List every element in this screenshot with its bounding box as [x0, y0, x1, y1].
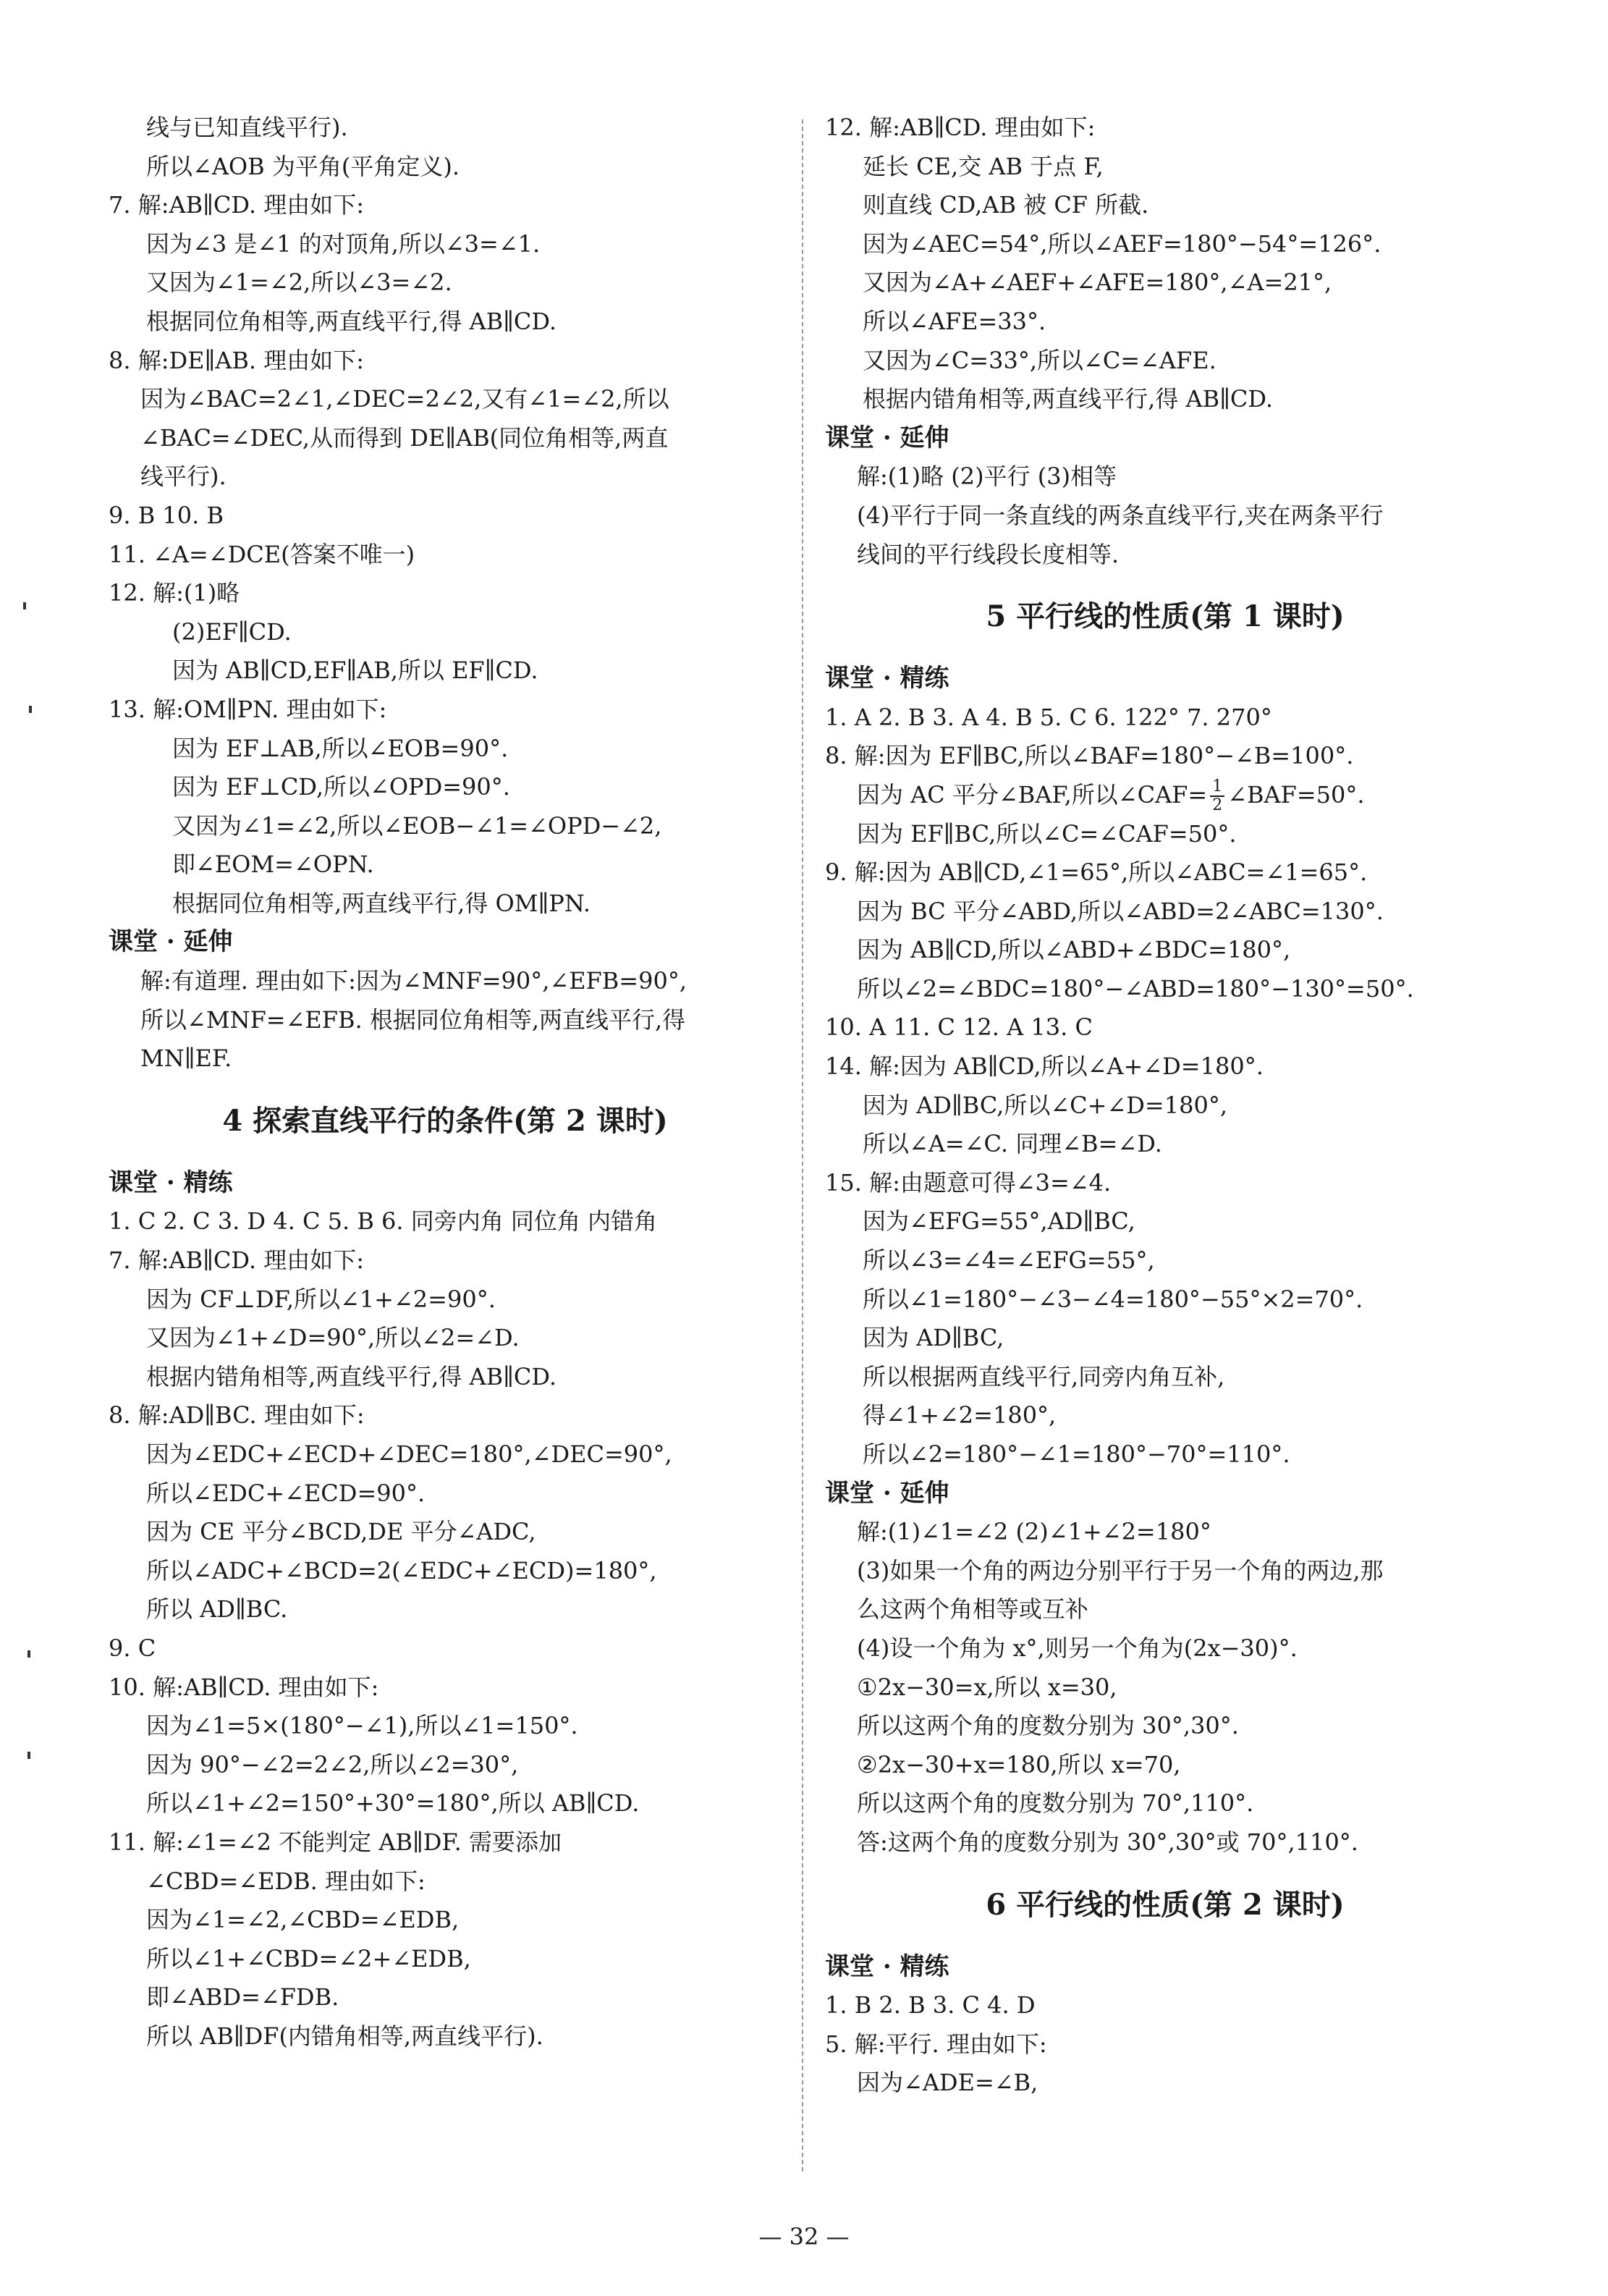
answer-line: 9. B 10. B	[109, 501, 224, 529]
answer-line: ∠CBD=∠EDB. 理由如下:	[146, 1867, 426, 1895]
frac-line-before: 因为 AC 平分∠BAF,所以∠CAF=	[857, 780, 1208, 809]
answer-line: 因为 AD∥BC,所以∠C+∠D=180°,	[863, 1091, 1227, 1119]
section-title: 4 探索直线平行的条件(第 2 课时)	[222, 1103, 668, 1138]
answer-line: 根据同位角相等,两直线平行,得 OM∥PN.	[172, 889, 591, 917]
answer-line: 所以 AD∥BC.	[146, 1595, 288, 1624]
answer-line: 15. 解:由题意可得∠3=∠4.	[825, 1168, 1112, 1196]
answer-line: 7. 解:AB∥CD. 理由如下:	[109, 191, 365, 219]
answer-line: 因为∠1=∠2,∠CBD=∠EDB,	[146, 1906, 460, 1934]
answer-line: 因为∠BAC=2∠1,∠DEC=2∠2,又有∠1=∠2,所以	[140, 385, 669, 413]
answer-line: 所以根据两直线平行,同旁内角互补,	[863, 1362, 1225, 1390]
page-number: — 32 —	[758, 2223, 850, 2250]
section-title: 5 平行线的性质(第 1 课时)	[986, 599, 1345, 634]
answer-line: 1. C 2. C 3. D 4. C 5. B 6. 同旁内角 同位角 内错角	[109, 1207, 658, 1236]
answer-line: 因为∠ADE=∠B,	[857, 2069, 1038, 2097]
answer-line: 所以∠AOB 为平角(平角定义).	[146, 152, 460, 180]
answer-line: (3)如果一个角的两边分别平行于另一个角的两边,那	[857, 1556, 1384, 1584]
answer-line: 即∠ABD=∠FDB.	[146, 1983, 339, 2012]
answer-line: 解:有道理. 理由如下:因为∠MNF=90°,∠EFB=90°,	[140, 967, 687, 995]
answer-line: 所以∠EDC+∠ECD=90°.	[146, 1479, 426, 1507]
answer-line: 么这两个角相等或互补	[857, 1595, 1089, 1624]
fraction	[1210, 778, 1224, 814]
answer-line: 所以这两个角的度数分别为 30°,30°.	[857, 1712, 1239, 1740]
margin-mark	[23, 602, 26, 609]
answer-line: 11. ∠A=∠DCE(答案不唯一)	[109, 540, 415, 568]
answer-line: 所以∠1+∠CBD=∠2+∠EDB,	[146, 1944, 471, 1972]
answer-line: 因为 BC 平分∠ABD,所以∠ABD=2∠ABC=130°.	[857, 897, 1384, 925]
section-heading: 课堂 · 精练	[109, 1168, 233, 1197]
answer-line: 解:(1)略 (2)平行 (3)相等	[857, 463, 1117, 491]
answer-line: ②2x−30+x=180,所以 x=70,	[857, 1750, 1181, 1778]
answer-line: 因为 EF∥BC,所以∠C=∠CAF=50°.	[857, 819, 1237, 848]
section-heading: 课堂 · 延伸	[825, 1478, 949, 1508]
answer-line: 14. 解:因为 AB∥CD,所以∠A+∠D=180°.	[825, 1052, 1264, 1081]
answer-line: 因为 AB∥CD,所以∠ABD+∠BDC=180°,	[857, 936, 1291, 964]
answer-line: 5. 解:平行. 理由如下:	[825, 2030, 1047, 2058]
answer-line: 因为 EF⊥AB,所以∠EOB=90°.	[172, 734, 509, 762]
right-column	[825, 109, 1505, 2103]
frac-line-after: ∠BAF=50°.	[1227, 780, 1365, 809]
answer-line: 13. 解:OM∥PN. 理由如下:	[109, 695, 387, 723]
answer-line: 11. 解:∠1=∠2 不能判定 AB∥DF. 需要添加	[109, 1828, 562, 1856]
answer-line: 8. 解:AD∥BC. 理由如下:	[109, 1401, 365, 1430]
answer-line: 则直线 CD,AB 被 CF 所截.	[863, 191, 1149, 219]
answer-line: 线与已知直线平行).	[146, 114, 348, 141]
answer-line: 12. 解:AB∥CD. 理由如下:	[825, 114, 1096, 141]
answer-line: (2)EF∥CD.	[172, 617, 292, 646]
answer-line: 所以∠1+∠2=150°+30°=180°,所以 AB∥CD.	[146, 1789, 640, 1818]
answer-line: 10. A 11. C 12. A 13. C	[825, 1013, 1093, 1042]
answer-line: 得∠1+∠2=180°,	[863, 1401, 1057, 1430]
section-heading: 课堂 · 精练	[825, 664, 949, 693]
answer-line: 线平行).	[140, 463, 227, 491]
section-heading: 课堂 · 延伸	[109, 927, 233, 957]
answer-line: 8. 解:DE∥AB. 理由如下:	[109, 346, 365, 374]
answer-line: 解:(1)∠1=∠2 (2)∠1+∠2=180°	[857, 1518, 1211, 1546]
answer-line: 因为∠EFG=55°,AD∥BC,	[863, 1207, 1135, 1236]
answer-line: 因为 90°−∠2=2∠2,所以∠2=30°,	[146, 1750, 519, 1778]
answer-line: 所以∠3=∠4=∠EFG=55°,	[863, 1246, 1155, 1275]
answer-line	[825, 776, 1505, 815]
answer-line: 1. A 2. B 3. A 4. B 5. C 6. 122° 7. 270°	[825, 703, 1272, 731]
fraction-denominator: 2	[1212, 796, 1223, 815]
answer-line: 因为 CF⊥DF,所以∠1+∠2=90°.	[146, 1285, 496, 1313]
answer-line: 根据内错角相等,两直线平行,得 AB∥CD.	[863, 385, 1274, 413]
answer-line: 又因为∠A+∠AEF+∠AFE=180°,∠A=21°,	[863, 269, 1332, 297]
answer-line: 因为 AD∥BC,	[863, 1324, 1004, 1352]
answer-line: 根据内错角相等,两直线平行,得 AB∥CD.	[146, 1362, 557, 1390]
answer-line: 所以∠AFE=33°.	[863, 307, 1046, 335]
answer-line: (4)设一个角为 x°,则另一个角为(2x−30)°.	[857, 1634, 1298, 1662]
answer-line: MN∥EF.	[140, 1044, 232, 1073]
answer-line: 因为∠1=5×(180°−∠1),所以∠1=150°.	[146, 1712, 578, 1740]
section-title: 6 平行线的性质(第 2 课时)	[986, 1887, 1345, 1922]
answer-line: 又因为∠1=∠2,所以∠3=∠2.	[146, 269, 452, 297]
answer-line: 9. C	[109, 1634, 156, 1662]
answer-line: (4)平行于同一条直线的两条直线平行,夹在两条平行	[857, 501, 1384, 529]
answer-line: 所以∠MNF=∠EFB. 根据同位角相等,两直线平行,得	[140, 1005, 686, 1034]
answer-line: 所以这两个角的度数分别为 70°,110°.	[857, 1789, 1254, 1818]
answer-line: 因为 AB∥CD,EF∥AB,所以 EF∥CD.	[172, 657, 538, 685]
answer-line: 又因为∠1=∠2,所以∠EOB−∠1=∠OPD−∠2,	[172, 811, 662, 840]
answer-line: 延长 CE,交 AB 于点 F,	[863, 152, 1104, 180]
answer-line: 所以∠2=180°−∠1=180°−70°=110°.	[863, 1440, 1290, 1468]
left-column	[109, 109, 782, 2056]
answer-line: 因为∠3 是∠1 的对顶角,所以∠3=∠1.	[146, 229, 541, 258]
answer-line: 根据同位角相等,两直线平行,得 AB∥CD.	[146, 307, 557, 335]
answer-line: 因为∠AEC=54°,所以∠AEF=180°−54°=126°.	[863, 229, 1381, 258]
answer-line: ①2x−30=x,所以 x=30,	[857, 1673, 1117, 1701]
answer-line: 答:这两个角的度数分别为 30°,30°或 70°,110°.	[857, 1828, 1358, 1856]
answer-line: 7. 解:AB∥CD. 理由如下:	[109, 1246, 365, 1275]
answer-line: 8. 解:因为 EF∥BC,所以∠BAF=180°−∠B=100°.	[825, 742, 1354, 770]
answer-line: 12. 解:(1)略	[109, 579, 240, 607]
answer-line: 9. 解:因为 AB∥CD,∠1=65°,所以∠ABC=∠1=65°.	[825, 858, 1368, 887]
answer-line: 即∠EOM=∠OPN.	[172, 851, 374, 879]
answer-line: 又因为∠1+∠D=90°,所以∠2=∠D.	[146, 1324, 520, 1352]
answer-line: 因为∠EDC+∠ECD+∠DEC=180°,∠DEC=90°,	[146, 1440, 672, 1468]
margin-mark	[27, 1752, 30, 1759]
fraction-numerator: 1	[1210, 778, 1224, 797]
answer-line: 10. 解:AB∥CD. 理由如下:	[109, 1673, 379, 1701]
section-heading: 课堂 · 延伸	[825, 423, 949, 452]
answer-line: 所以∠A=∠C. 同理∠B=∠D.	[863, 1130, 1162, 1158]
answer-line: 线间的平行线段长度相等.	[857, 540, 1120, 568]
answer-line: 又因为∠C=33°,所以∠C=∠AFE.	[863, 346, 1216, 374]
margin-mark	[27, 1650, 30, 1658]
answer-line: 因为 EF⊥CD,所以∠OPD=90°.	[172, 773, 510, 801]
section-heading: 课堂 · 精练	[825, 1951, 949, 1981]
answer-line: 1. B 2. B 3. C 4. D	[825, 1991, 1036, 2019]
column-divider	[802, 119, 803, 2172]
answer-line: 所以∠1=180°−∠3−∠4=180°−55°×2=70°.	[863, 1285, 1363, 1313]
margin-mark	[29, 706, 32, 713]
answer-line: ∠BAC=∠DEC,从而得到 DE∥AB(同位角相等,两直	[140, 423, 669, 452]
answer-line: 所以∠ADC+∠BCD=2(∠EDC+∠ECD)=180°,	[146, 1556, 657, 1584]
answer-line: 所以 AB∥DF(内错角相等,两直线平行).	[146, 2022, 543, 2050]
answer-line: 所以∠2=∠BDC=180°−∠ABD=180°−130°=50°.	[857, 974, 1414, 1003]
answer-line: 因为 CE 平分∠BCD,DE 平分∠ADC,	[146, 1518, 536, 1546]
